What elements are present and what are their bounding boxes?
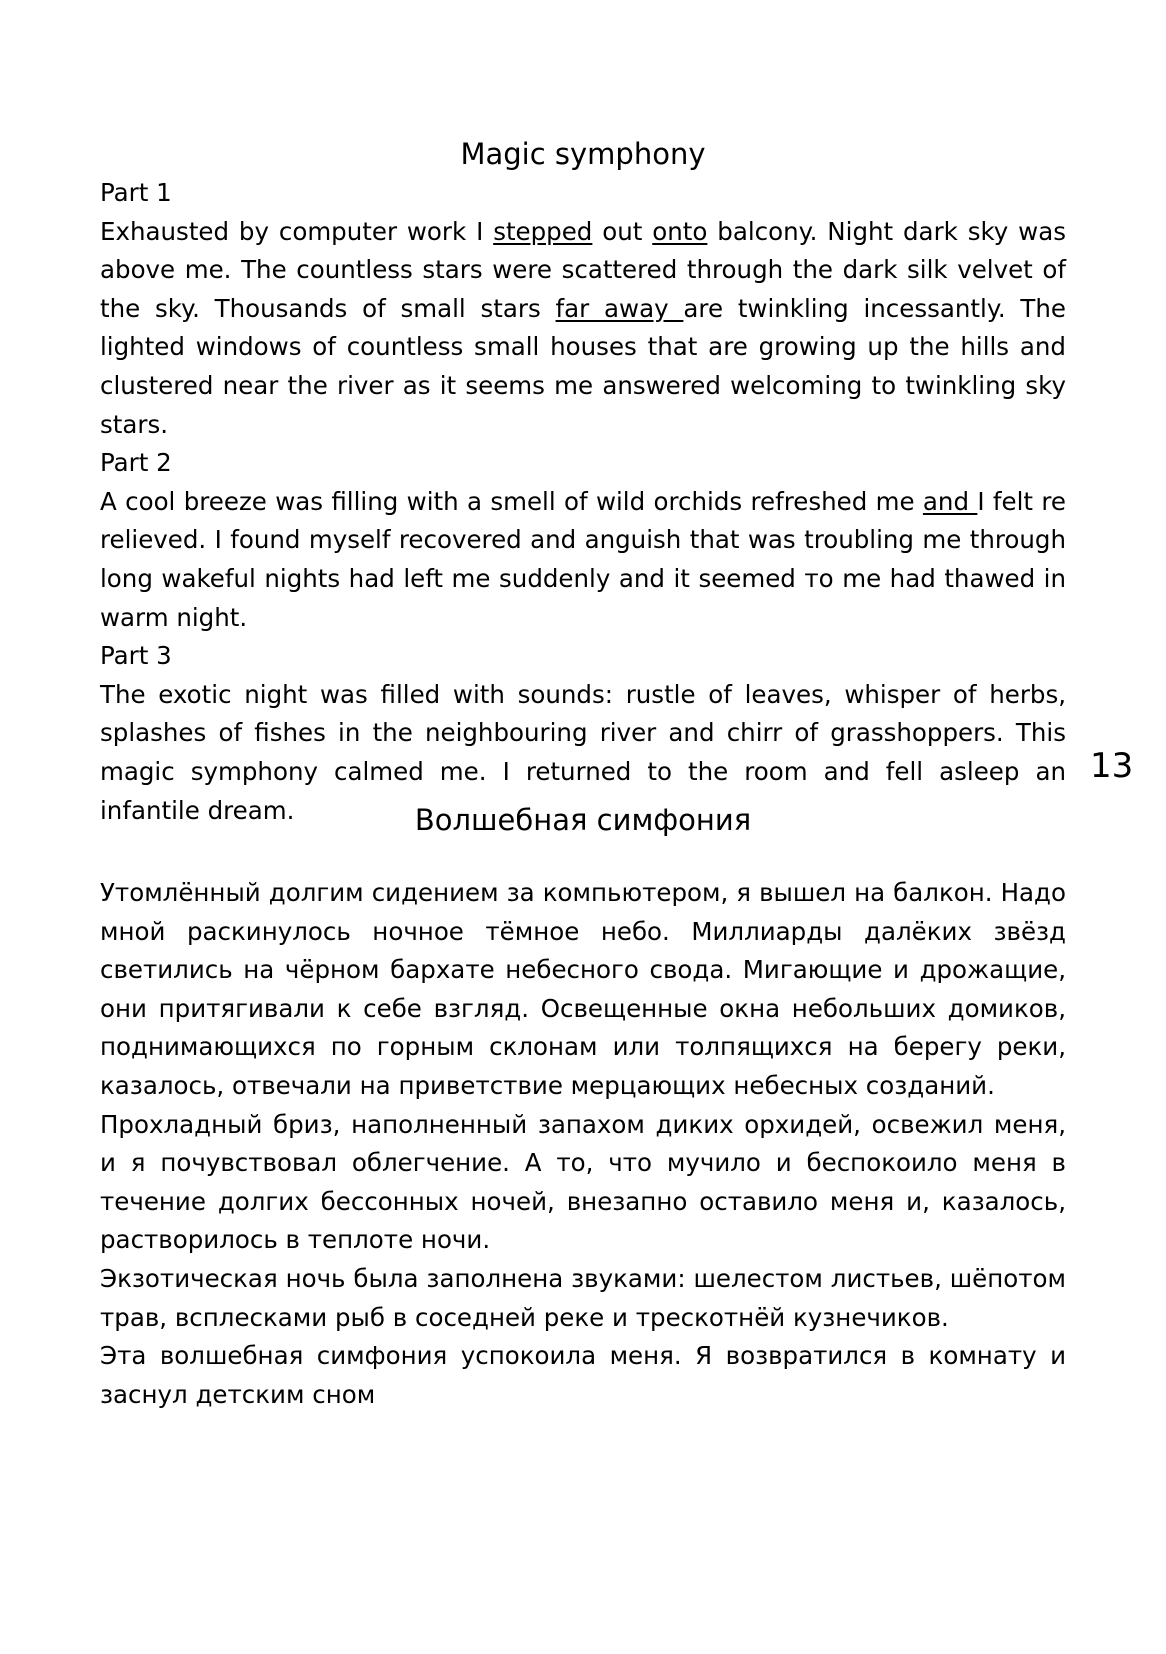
underlined-phrase: and — [922, 486, 978, 516]
russian-paragraph-4: Эта волшебная симфония успокоила меня. Я возвратился в комнату и заснул детским сном — [100, 1341, 1066, 1409]
underlined-phrase: far away — [555, 293, 684, 323]
russian-paragraph-3: Экзотическая ночь была заполнена звуками: шелестом листьев, шёпотом трав, всплесками рыб в соседней реке и трескотнёй кузнечиков. — [100, 1263, 1066, 1332]
russian-title: Волшебная симфония — [414, 803, 752, 837]
english-text-block — [100, 174, 1066, 830]
russian-paragraph-1: Утомлённый долгим сидением за компьютером, я вышел на балкон. Надо мной раскинулось ночное тёмное небо. Миллиарды далёких звёзд светились на чёрном бархате небесного свода. Мигающие и дрожащие, они притягивали к себе взгляд. Освещенные окна небольших домиков, поднимающихся по горным склонам или толпящихся на берегу реки, казалось, отвечали на приветствие мерцающих небесных созданий. — [100, 878, 1066, 1100]
underlined-phrase: onto — [652, 216, 708, 246]
text-run: The exotic night was filled with sounds: rustle of leaves, whisper of herbs, splashes of fishes in the neighbouring river and chirr of grasshoppers. This magic symphony calmed me. I returned to the room and fell asleep an infantile dream. — [100, 679, 1066, 825]
part-2-label: Part 2 — [100, 448, 172, 478]
part-3-label: Part 3 — [100, 641, 172, 671]
part-2-text — [100, 483, 1066, 637]
english-title: Magic symphony — [460, 137, 706, 171]
text-run: A cool breeze was filling with a smell of wild orchids refreshed me — [100, 486, 923, 516]
text-run: Exhausted by computer work I — [100, 216, 494, 246]
russian-text-block — [100, 874, 1066, 1414]
text-run: I felt re relieved. I found myself recovered and anguish that was troubling me through long wakeful nights had left me suddenly and it seemed то me had thawed in warm night. — [100, 486, 1066, 632]
page-number: 13 — [1090, 746, 1134, 786]
text-run: are twinkling incessantly. The lighted windows of countless small houses that are growing up the hills and clustered near the river as it seems me answered welcoming to twinkling sky stars. — [100, 293, 1066, 439]
underlined-phrase: stepped — [493, 216, 593, 246]
text-run: out — [592, 216, 653, 246]
part-1-label: Part 1 — [100, 178, 172, 207]
part-1-text — [100, 213, 1066, 445]
text-run: balcony. Night dark sky was above me. The countless stars were scattered through the dark silk velvet of the sky. Thousands of small stars — [100, 216, 1066, 323]
russian-paragraph-2: Прохладный бриз, наполненный запахом диких орхидей, освежил меня, и я почувствовал облегчение. А то, что мучило и беспокоило меня в течение долгих бессонных ночей, внезапно оставило меня и, казалось, растворилось в теплоте ночи. — [100, 1109, 1066, 1255]
